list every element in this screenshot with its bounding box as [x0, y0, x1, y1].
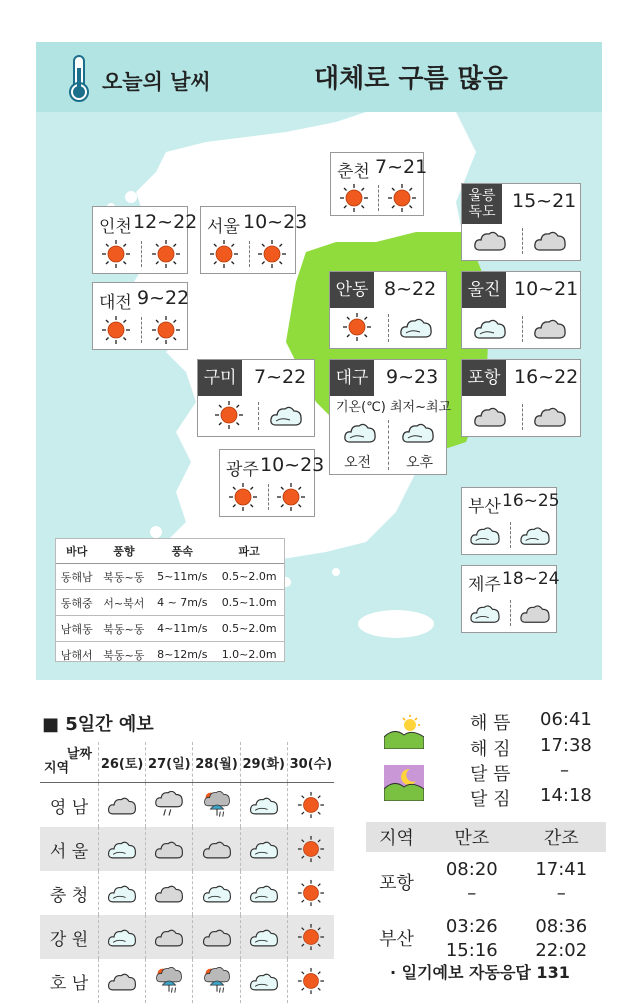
city-card-jeju	[461, 565, 560, 633]
sunset-time: 17:38	[540, 735, 592, 756]
city-card-andong	[329, 271, 447, 349]
city-tag: 포항	[462, 360, 506, 396]
tide-region: 포항	[379, 873, 414, 894]
forecast-cell	[240, 959, 287, 1003]
sea-cell: 북동~동	[103, 648, 145, 662]
corner-date-label: 날짜	[66, 747, 92, 762]
partly-cloudy-icon	[106, 879, 138, 907]
sea-cell: 남해서	[60, 648, 93, 662]
weather-summary: 대체로 구름 많음	[314, 64, 508, 94]
region-name: 서 울	[40, 827, 99, 871]
city-temp: 18~24	[502, 569, 560, 589]
city-card-uljin	[461, 271, 581, 349]
city-tag: 울진	[462, 272, 506, 308]
forecast-title: ■ 5일간 예보	[42, 714, 154, 735]
sun-icon	[228, 482, 258, 512]
tide-table	[366, 822, 606, 962]
sun-icon	[387, 183, 417, 213]
forecast-cell	[193, 827, 240, 871]
pm-label: 오후	[406, 455, 434, 471]
cloud-icon	[201, 835, 233, 863]
tide-region: 부산	[379, 929, 414, 950]
forecast-cell	[99, 915, 146, 959]
city-temp: 9~23	[386, 366, 439, 388]
forecast-cell	[146, 827, 193, 871]
sea-cell: 동해남	[56, 564, 97, 590]
city-temp: 8~22	[384, 278, 437, 300]
sunrise-label: 해 뜸	[470, 713, 511, 734]
partly-cloudy-icon	[468, 522, 502, 548]
header-bar	[36, 42, 602, 112]
corner-cell	[40, 742, 99, 783]
tide-header: 간조	[517, 822, 606, 852]
sea-conditions-table	[55, 538, 285, 662]
temp-legend: 기온(℃) 최저~최고	[336, 400, 452, 415]
sun-icon	[101, 239, 131, 269]
sun-icon	[342, 312, 372, 342]
tide-header: 만조	[427, 822, 516, 852]
city-tag: 안동	[330, 272, 374, 308]
sea-row	[56, 564, 284, 590]
sea-row	[56, 642, 284, 668]
partly-cloudy-icon	[201, 879, 233, 907]
sun-icon	[295, 923, 327, 951]
cloud-sun-rain-icon	[153, 967, 185, 995]
forecast-cell	[99, 783, 146, 828]
forecast-cell	[146, 783, 193, 828]
sea-cell: 4 ~ 7m/s	[150, 590, 214, 616]
region-name: 영 남	[40, 783, 99, 828]
partly-cloudy-icon	[400, 418, 436, 446]
region-name: 충 청	[40, 871, 99, 915]
city-tag: 대구	[330, 360, 374, 396]
sunrise-time: 06:41	[540, 709, 592, 730]
city-card-gwangju	[219, 449, 325, 517]
sun-icon	[151, 315, 181, 345]
forecast-cell	[287, 915, 334, 959]
am-label: 오전	[344, 455, 372, 471]
city-tag: 울릉 독도	[462, 184, 502, 224]
tide-high: –	[467, 882, 477, 904]
partly-cloudy-icon	[472, 314, 508, 342]
date-header: 30(수)	[287, 742, 334, 783]
forecast-cell	[240, 871, 287, 915]
city-temp: 10~23	[243, 211, 308, 233]
forecast-cell	[193, 959, 240, 1003]
forecast-cell	[240, 915, 287, 959]
date-header: 29(화)	[240, 742, 287, 783]
partly-cloudy-icon	[398, 312, 434, 342]
forecast-cell	[287, 827, 334, 871]
sea-row	[56, 616, 284, 642]
partly-cloudy-icon	[248, 879, 280, 907]
partly-cloudy-icon	[468, 600, 502, 626]
city-temp: 7~22	[254, 366, 307, 388]
partly-cloudy-icon	[518, 522, 552, 548]
sea-header: 풍속	[150, 539, 214, 564]
sun-icon	[101, 315, 131, 345]
tide-low: 08:36	[535, 915, 588, 937]
city-temp: 9~22	[137, 287, 190, 309]
cloud-icon	[532, 402, 568, 430]
cloud-icon	[472, 402, 508, 430]
cloud-icon	[153, 879, 185, 907]
city-temp: 16~22	[514, 366, 579, 388]
forecast-cell	[146, 871, 193, 915]
sunset-label: 해 짐	[470, 739, 511, 760]
sea-cell: 남해동	[56, 616, 97, 642]
cloud-icon	[106, 967, 138, 995]
city-name: 대전	[99, 293, 132, 313]
moonrise-time: –	[560, 760, 569, 781]
cloud-icon	[472, 226, 508, 254]
partly-cloudy-icon	[248, 967, 280, 995]
sun-icon	[209, 239, 239, 269]
city-tag: 구미	[198, 360, 242, 396]
city-temp: 12~22	[133, 211, 198, 233]
sun-icon	[151, 239, 181, 269]
cloud-icon	[532, 226, 568, 254]
cloud-icon	[106, 791, 138, 819]
forecast-cell	[99, 871, 146, 915]
date-header: 26(토)	[99, 742, 146, 783]
sun-icon	[257, 239, 287, 269]
sun-icon	[214, 400, 244, 430]
city-temp: 16~25	[502, 491, 560, 511]
forecast-row	[40, 783, 334, 828]
sea-cell: 4~11m/s	[150, 616, 214, 642]
sea-cell: 0.5~2.0m	[214, 616, 284, 642]
sun-icon	[295, 791, 327, 819]
page-title: 오늘의 날씨	[102, 70, 211, 94]
tide-low: 17:41	[535, 858, 588, 880]
sea-cell: 5~11m/s	[150, 564, 214, 590]
forecast-cell	[287, 783, 334, 828]
date-header: 28(월)	[193, 742, 240, 783]
sea-header: 바다	[56, 539, 97, 564]
tide-header: 지역	[366, 822, 427, 852]
cloud-icon	[153, 923, 185, 951]
sea-cell: 0.5~1.0m	[214, 590, 284, 616]
moonset-label: 달 짐	[470, 789, 511, 810]
tide-high: 08:20	[445, 858, 498, 880]
city-name: 부산	[468, 497, 501, 517]
sea-cell: 서~북서	[97, 590, 150, 616]
tide-row	[366, 852, 606, 881]
forecast-cell	[287, 959, 334, 1003]
forecast-cell	[287, 871, 334, 915]
partly-cloudy-icon	[106, 923, 138, 951]
forecast-cell	[240, 783, 287, 828]
city-temp: 10~23	[260, 454, 325, 476]
sun-icon	[295, 835, 327, 863]
sea-cell: 8~12m/s	[157, 648, 208, 661]
cloud-rain-icon	[153, 791, 185, 819]
cloud-sun-rain-icon	[201, 791, 233, 819]
tide-high: 15:16	[445, 939, 498, 961]
region-name: 호 남	[40, 959, 99, 1003]
partly-cloudy-icon	[248, 791, 280, 819]
forecast-cell	[146, 915, 193, 959]
jeju-island	[358, 610, 434, 638]
forecast-cell	[193, 783, 240, 828]
forecast-cell	[240, 827, 287, 871]
cloud-icon	[518, 600, 552, 626]
thermometer-icon	[64, 54, 94, 104]
forecast-cell	[146, 959, 193, 1003]
sunrise-icon	[384, 713, 424, 749]
forecast-row	[40, 827, 334, 871]
city-name: 서울	[207, 217, 240, 237]
city-card-chuncheon	[330, 152, 428, 216]
region-name: 강 원	[40, 915, 99, 959]
city-card-daegu	[329, 359, 452, 475]
city-card-pohang	[461, 359, 581, 437]
partly-cloudy-icon	[342, 418, 378, 446]
city-temp: 10~21	[514, 278, 579, 300]
cloud-icon	[153, 835, 185, 863]
sea-cell: 북동~동	[97, 616, 150, 642]
sea-header: 파고	[214, 539, 284, 564]
city-name: 광주	[226, 460, 259, 480]
moonrise-icon	[384, 765, 424, 801]
city-card-busan	[461, 487, 560, 555]
forecast-cell	[193, 871, 240, 915]
forecast-cell	[193, 915, 240, 959]
forecast-table	[40, 742, 334, 1003]
city-temp: 15~21	[512, 190, 577, 212]
cloud-sun-rain-icon	[201, 967, 233, 995]
corner-region-label: 지역	[44, 761, 70, 776]
date-header: 27(일)	[146, 742, 193, 783]
city-card-daejeon	[92, 282, 188, 350]
partly-cloudy-icon	[248, 835, 280, 863]
tide-low: 22:02	[535, 939, 588, 961]
forecast-row	[40, 915, 334, 959]
sea-cell: 북동~동	[97, 564, 150, 590]
city-name: 인천	[99, 217, 132, 237]
city-card-ulleung	[461, 183, 581, 261]
city-card-incheon	[92, 206, 198, 274]
sun-icon	[295, 879, 327, 907]
sea-header: 풍향	[97, 539, 150, 564]
partly-cloudy-icon	[106, 835, 138, 863]
sea-cell: 동해중	[56, 590, 97, 616]
sea-cell: 0.5~2.0m	[214, 564, 284, 590]
forecast-cell	[99, 959, 146, 1003]
partly-cloudy-icon	[248, 923, 280, 951]
forecast-cell	[99, 827, 146, 871]
moonset-time: 14:18	[540, 785, 592, 806]
tide-low: –	[556, 882, 566, 904]
sun-icon	[295, 967, 327, 995]
forecast-row	[40, 871, 334, 915]
city-card-gumi	[197, 359, 315, 437]
tide-high: 03:26	[445, 915, 498, 937]
city-temp: 7~21	[375, 156, 428, 178]
sun-icon	[276, 482, 306, 512]
sea-cell: 1.0~2.0m	[221, 648, 277, 661]
cloud-icon	[201, 923, 233, 951]
forecast-row	[40, 959, 334, 1003]
footer-phone: · 일기예보 자동응답 131	[390, 963, 570, 982]
tide-row	[366, 905, 606, 938]
moonrise-label: 달 뜸	[470, 764, 511, 785]
city-card-seoul	[200, 206, 308, 274]
city-name: 춘천	[337, 162, 370, 182]
city-name: 제주	[468, 575, 501, 595]
sea-row	[56, 590, 284, 616]
cloud-icon	[532, 314, 568, 342]
sun-icon	[339, 183, 369, 213]
partly-cloudy-icon	[268, 400, 304, 430]
